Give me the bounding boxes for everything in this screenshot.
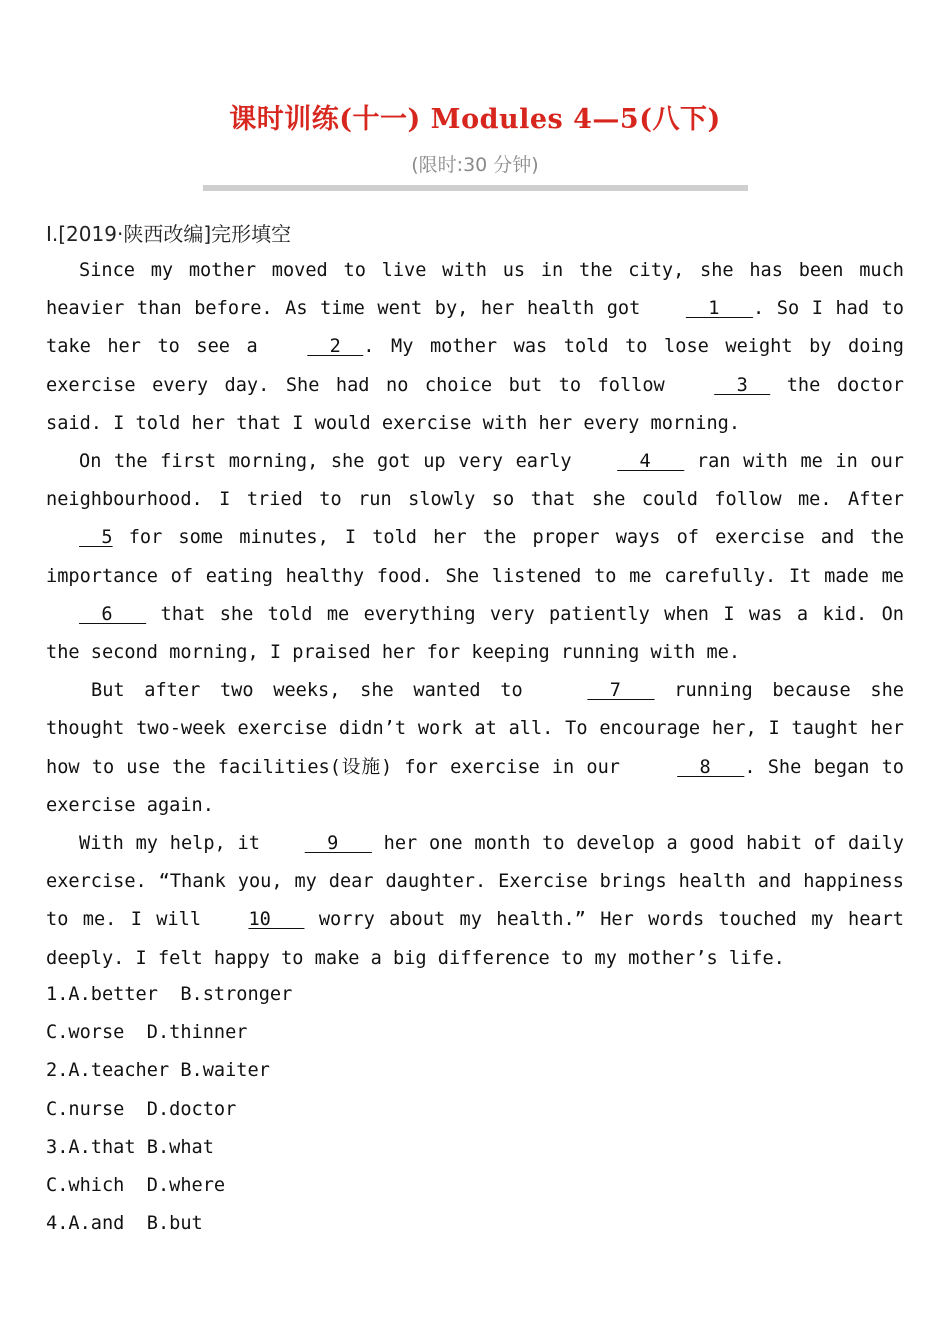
blank-8: 8 [677, 756, 745, 778]
blank-9: 9 [304, 833, 372, 855]
option-line: C.nurse D.doctor [46, 1098, 237, 1120]
blank-10: 10 [248, 909, 305, 931]
blank-5: 5 [79, 527, 113, 549]
blank-2: 2 [307, 336, 364, 358]
divider [203, 185, 748, 191]
answer-options [46, 976, 292, 1243]
page-title: 课时训练(十一) Modules 4—5(八下) [229, 104, 721, 135]
paragraph-2: On the first morning, she got up very early 4 ran with me in our neighbourhood. I tried to run slowly so that she could follow me. After 5 for some minutes, I told her the proper ways of exercise and the importance of eating healthy food. She listened to me carefully. It made me 6 that she told me everything very patiently when I was a kid. On the second morning, I praised her for keeping running with me. [46, 443, 904, 672]
blank-7: 7 [587, 680, 655, 702]
blank-3: 3 [714, 374, 771, 396]
option-line: C.which D.where [46, 1175, 226, 1197]
section-heading: Ⅰ.[2019·陕西改编]完形填空 [46, 222, 292, 246]
option-line: 2.A.teacher B.waiter [46, 1060, 270, 1082]
option-line: C.worse D.thinner [46, 1022, 248, 1044]
paragraph-4: With my help, it 9 her one month to develop a good habit of daily exercise. “Thank you, my dear daughter. Exercise brings health and happiness to me. I will 10 worry about my health.” Her words touched my heart deeply. I felt happy to make a big difference to my mother’s life. [46, 825, 904, 978]
cloze-passage [46, 252, 904, 978]
option-line: 4.A.and B.but [46, 1213, 203, 1235]
paragraph-3: But after two weeks, she wanted to 7 running because she thought two-week exercise didn’t work at all. To encourage her, I taught her how to use the facilities(设施) for exercise in our 8 . She began to exercise again. [46, 672, 904, 825]
option-line: 3.A.that B.what [46, 1136, 214, 1158]
blank-6: 6 [79, 603, 147, 625]
blank-1: 1 [685, 298, 754, 320]
option-line: 1.A.better B.stronger [46, 984, 293, 1005]
time-limit-subtitle: (限时:30 分钟) [411, 154, 539, 176]
blank-4: 4 [617, 451, 685, 473]
paragraph-1: Since my mother moved to live with us in the city, she has been much heavier than before. As time went by, her health got 1 . So I had to take her to see a 2 . My mother was told to lose weight by doing exercise every day. She had no choice but to follow 3 the doctor said. I told her that I would exercise with her every morning. [46, 260, 905, 434]
